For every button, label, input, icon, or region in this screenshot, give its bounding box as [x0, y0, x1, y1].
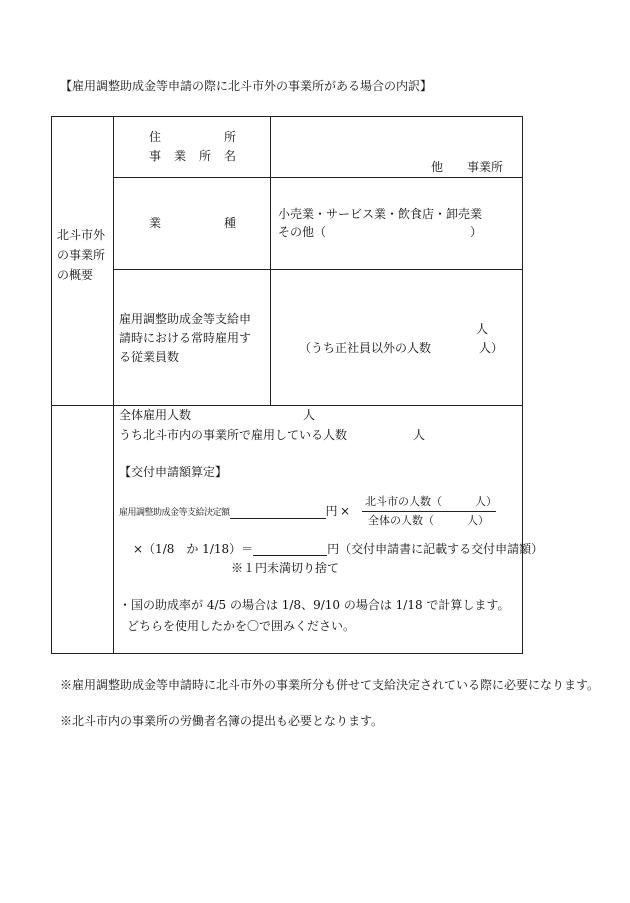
table-bottom-border — [51, 653, 523, 654]
value-column-divider — [270, 116, 271, 405]
fraction-numerator: 北斗市の人数（ 人） — [365, 495, 497, 508]
fraction-bar — [362, 511, 496, 512]
application-amount-blank — [253, 543, 327, 556]
office-name-label: 事 業 所 名 — [149, 149, 236, 163]
rate-note-line-2: どちらを使用したかを〇で囲みください。 — [127, 619, 356, 633]
label-column-divider — [113, 116, 114, 653]
footnote-2: ※北斗市内の事業所の労働者名簿の提出も必要となります。 — [60, 714, 384, 728]
row-divider-2 — [113, 269, 523, 270]
employees-nonregular: （うち正社員以外の人数 人） — [299, 341, 504, 355]
section-label-outside-offices: 北斗市外 の事業所 の概要 — [57, 228, 106, 282]
industry-other: その他（ ） — [278, 225, 483, 239]
document-title: 【雇用調整助成金等申請の際に北斗市外の事業所がある場合の内訳】 — [60, 79, 433, 93]
calc-heading: 【交付申請額算定】 — [119, 465, 228, 479]
table-top-border — [51, 116, 523, 117]
multiply-sign: × — [340, 504, 351, 518]
fraction-denominator: 全体の人数（ 人） — [368, 514, 489, 527]
rounding-note: ※１円未満切り捨て — [231, 561, 340, 575]
rate-note-line-1: ・国の助成率が 4/5 の場合は 1/8、9/10 の場合は 1/18 で計算します。 — [119, 598, 510, 612]
calc-result-line: ×（1/8 か 1/18）＝ 円（交付申請書に記載する交付申請額） — [133, 542, 544, 556]
row-divider-1 — [113, 177, 523, 178]
other-offices-count: 他 事業所 — [431, 160, 504, 174]
address-label: 住 所 — [149, 130, 236, 144]
total-employed-unit: 人 — [303, 408, 316, 422]
table-right-border — [522, 116, 523, 653]
footnote-1: ※雇用調整助成金等申請時に北斗市外の事業所分も併せて支給決定されている際に必要になります。 — [60, 678, 600, 692]
employees-label: 雇用調整助成金等支給申 請時における常時雇用す る従業員数 — [119, 312, 252, 364]
table-left-border — [51, 116, 52, 653]
decided-amount-blank — [230, 506, 326, 519]
decided-amount-line: 雇用調整助成金等支給決定額 円 — [119, 504, 338, 518]
hokuto-employed-label: うち北斗市内の事業所で雇用している人数 — [119, 428, 348, 442]
hokuto-employed-unit: 人 — [413, 428, 426, 442]
total-employed-label: 全体雇用人数 — [119, 408, 192, 422]
table-section-divider — [51, 405, 523, 406]
employees-unit: 人 — [476, 322, 489, 336]
industry-label: 業 種 — [149, 216, 236, 230]
industry-options: 小売業・サービス業・飲食店・卸売業 — [278, 207, 483, 221]
